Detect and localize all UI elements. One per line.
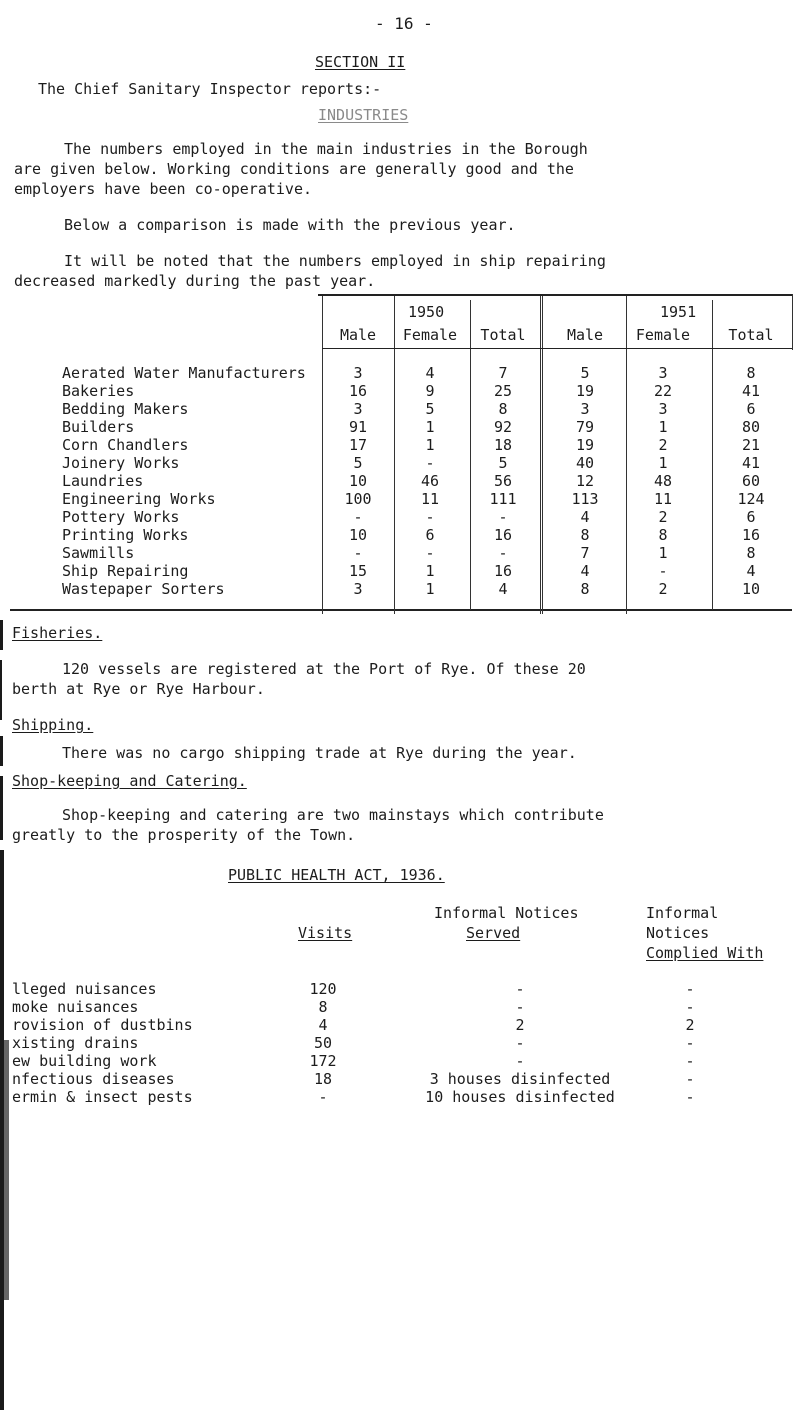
cell-female-1950: - [425,508,435,526]
cell-male-1951: 3 [580,400,590,418]
col-header-notices-served: Informal Notices [434,904,579,922]
cell-female-1951: 48 [653,472,673,490]
cell-male-1950: 10 [348,472,368,490]
cell-complied: - [685,1088,695,1106]
cell-female-1950: 11 [420,490,440,508]
header-rule [322,348,792,349]
cell-visits: 50 [313,1034,333,1052]
cell-female-1951: 8 [658,526,668,544]
paragraph-3-line-1: It will be noted that the numbers employed in ship repairing [64,252,606,270]
cell-female-1951: 1 [658,418,668,436]
cell-female-1950: - [425,544,435,562]
binding-edge-mark [0,736,3,766]
year-1950: 1950 [408,303,445,321]
cell-complied: - [685,1034,695,1052]
cell-visits: 120 [309,980,337,998]
cell-male-1950: - [353,508,363,526]
row-label: Bakeries [62,382,135,400]
cell-female-1951: - [658,562,668,580]
cell-complied: - [685,998,695,1016]
binding-edge-mark [0,660,2,720]
row-label: Printing Works [62,526,189,544]
cell-male-1951: 12 [575,472,595,490]
shop-keeping-line-2: greatly to the prosperity of the Town. [12,826,356,844]
col-header-total-1951: Total [728,326,774,344]
col-header-male-1950: Male [339,326,377,344]
cell-served: 3 houses disinfected [429,1070,611,1088]
cell-female-1951: 3 [658,364,668,382]
cell-total-1951: 124 [737,490,765,508]
table-divider [542,296,543,614]
row-label: nfectious diseases [12,1070,175,1088]
shop-keeping-line-1: Shop-keeping and catering are two mainstays which contribute [62,806,604,824]
table-divider [626,296,627,614]
row-label: rovision of dustbins [12,1016,193,1034]
cell-female-1950: - [425,454,435,472]
cell-complied: - [685,1070,695,1088]
cell-complied: - [685,1052,695,1070]
shop-keeping-heading: Shop-keeping and Catering. [12,772,247,790]
cell-male-1951: 4 [580,562,590,580]
shipping-heading: Shipping. [12,716,94,734]
table-divider [540,296,541,614]
cell-total-1950: 4 [498,580,508,598]
cell-female-1950: 4 [425,364,435,382]
row-label: Sawmills [62,544,135,562]
row-label: Joinery Works [62,454,180,472]
cell-complied: - [685,980,695,998]
cell-total-1951: 8 [746,364,756,382]
cell-total-1950: 16 [493,526,513,544]
cell-male-1950: 16 [348,382,368,400]
cell-male-1951: 79 [575,418,595,436]
cell-male-1951: 40 [575,454,595,472]
paragraph-1-line-2: are given below. Working conditions are generally good and the [14,160,574,178]
binding-edge-mark [0,776,3,840]
cell-male-1951: 4 [580,508,590,526]
cell-total-1950: 18 [493,436,513,454]
col-header-visits: Visits [298,924,353,942]
cell-visits: 4 [318,1016,328,1034]
col-header-female-1950: Female [402,326,458,344]
cell-total-1950: 7 [498,364,508,382]
cell-male-1950: 100 [344,490,372,508]
cell-total-1951: 21 [741,436,761,454]
row-label: ew building work [12,1052,157,1070]
cell-total-1951: 4 [746,562,756,580]
cell-female-1951: 11 [653,490,673,508]
cell-male-1950: 3 [353,400,363,418]
cell-total-1951: 10 [741,580,761,598]
row-label: moke nuisances [12,998,139,1016]
row-label: Bedding Makers [62,400,189,418]
cell-male-1950: 15 [348,562,368,580]
cell-male-1951: 8 [580,526,590,544]
cell-male-1951: 7 [580,544,590,562]
cell-male-1950: 17 [348,436,368,454]
row-label: Builders [62,418,135,436]
cell-total-1950: 8 [498,400,508,418]
row-label: Aerated Water Manufacturers [62,364,306,382]
cell-female-1951: 2 [658,508,668,526]
year-1951: 1951 [660,303,697,321]
cell-total-1950: 111 [489,490,517,508]
row-label: Pottery Works [62,508,180,526]
table-divider [792,294,793,350]
cell-served: - [515,998,525,1016]
fisheries-line-1: 120 vessels are registered at the Port of Rye. Of these 20 [62,660,586,678]
cell-male-1951: 19 [575,382,595,400]
table-divider [712,300,713,610]
cell-total-1951: 6 [746,508,756,526]
cell-total-1950: 92 [493,418,513,436]
cell-served: 10 houses disinfected [425,1088,615,1106]
cell-male-1950: 3 [353,580,363,598]
table-bottom-rule [10,609,792,611]
col-header-total-1950: Total [480,326,526,344]
binding-edge-mark [4,1040,9,1300]
cell-female-1951: 3 [658,400,668,418]
cell-total-1950: 16 [493,562,513,580]
row-label: Laundries [62,472,144,490]
cell-visits: 172 [309,1052,337,1070]
cell-total-1951: 41 [741,454,761,472]
cell-male-1951: 113 [571,490,599,508]
subheading-industries: INDUSTRIES [318,106,409,124]
row-label: Ship Repairing [62,562,189,580]
cell-served: - [515,980,525,998]
paragraph-2: Below a comparison is made with the previous year. [64,216,516,234]
cell-female-1951: 2 [658,436,668,454]
cell-visits: 8 [318,998,328,1016]
cell-male-1951: 19 [575,436,595,454]
intro-line: The Chief Sanitary Inspector reports:- [38,80,382,98]
row-label: lleged nuisances [12,980,157,998]
cell-female-1950: 5 [425,400,435,418]
shipping-line-1: There was no cargo shipping trade at Rye during the year. [62,744,577,762]
page-number: - 16 - [375,14,433,33]
cell-total-1950: - [498,544,508,562]
col-header-complied-2: Notices [646,924,710,942]
cell-total-1950: - [498,508,508,526]
cell-female-1950: 6 [425,526,435,544]
cell-female-1951: 1 [658,454,668,472]
cell-total-1951: 6 [746,400,756,418]
row-label: Corn Chandlers [62,436,189,454]
row-label: xisting drains [12,1034,139,1052]
paragraph-1-line-1: The numbers employed in the main industries in the Borough [64,140,588,158]
cell-total-1950: 56 [493,472,513,490]
col-header-complied-3: Complied With [646,944,764,962]
cell-male-1950: 91 [348,418,368,436]
cell-female-1950: 1 [425,562,435,580]
public-health-title: PUBLIC HEALTH ACT, 1936. [228,866,445,884]
cell-male-1950: - [353,544,363,562]
cell-female-1951: 22 [653,382,673,400]
fisheries-heading: Fisheries. [12,624,103,642]
cell-female-1950: 46 [420,472,440,490]
cell-female-1951: 2 [658,580,668,598]
cell-female-1950: 1 [425,436,435,454]
cell-female-1950: 1 [425,580,435,598]
cell-male-1951: 5 [580,364,590,382]
col-header-complied: Informal [646,904,719,922]
cell-served: - [515,1034,525,1052]
paragraph-3-line-2: decreased markedly during the past year. [14,272,376,290]
cell-served: - [515,1052,525,1070]
cell-served: 2 [515,1016,525,1034]
cell-total-1951: 60 [741,472,761,490]
cell-male-1950: 10 [348,526,368,544]
cell-total-1951: 41 [741,382,761,400]
cell-male-1950: 3 [353,364,363,382]
table-top-rule [318,294,792,296]
cell-visits: 18 [313,1070,333,1088]
cell-visits: - [318,1088,328,1106]
cell-total-1950: 5 [498,454,508,472]
cell-female-1950: 9 [425,382,435,400]
row-label: Wastepaper Sorters [62,580,225,598]
cell-total-1950: 25 [493,382,513,400]
cell-female-1950: 1 [425,418,435,436]
paragraph-1-line-3: employers have been co-operative. [14,180,313,198]
cell-total-1951: 8 [746,544,756,562]
fisheries-line-2: berth at Rye or Rye Harbour. [12,680,265,698]
cell-complied: 2 [685,1016,695,1034]
cell-male-1950: 5 [353,454,363,472]
binding-edge-mark [0,620,3,650]
cell-total-1951: 80 [741,418,761,436]
col-header-female-1951: Female [635,326,691,344]
col-header-male-1951: Male [566,326,604,344]
row-label: ermin & insect pests [12,1088,193,1106]
cell-male-1951: 8 [580,580,590,598]
cell-total-1951: 16 [741,526,761,544]
col-header-notices-served-2: Served [466,924,521,942]
section-title: SECTION II [315,53,406,71]
row-label: Engineering Works [62,490,216,508]
cell-female-1951: 1 [658,544,668,562]
